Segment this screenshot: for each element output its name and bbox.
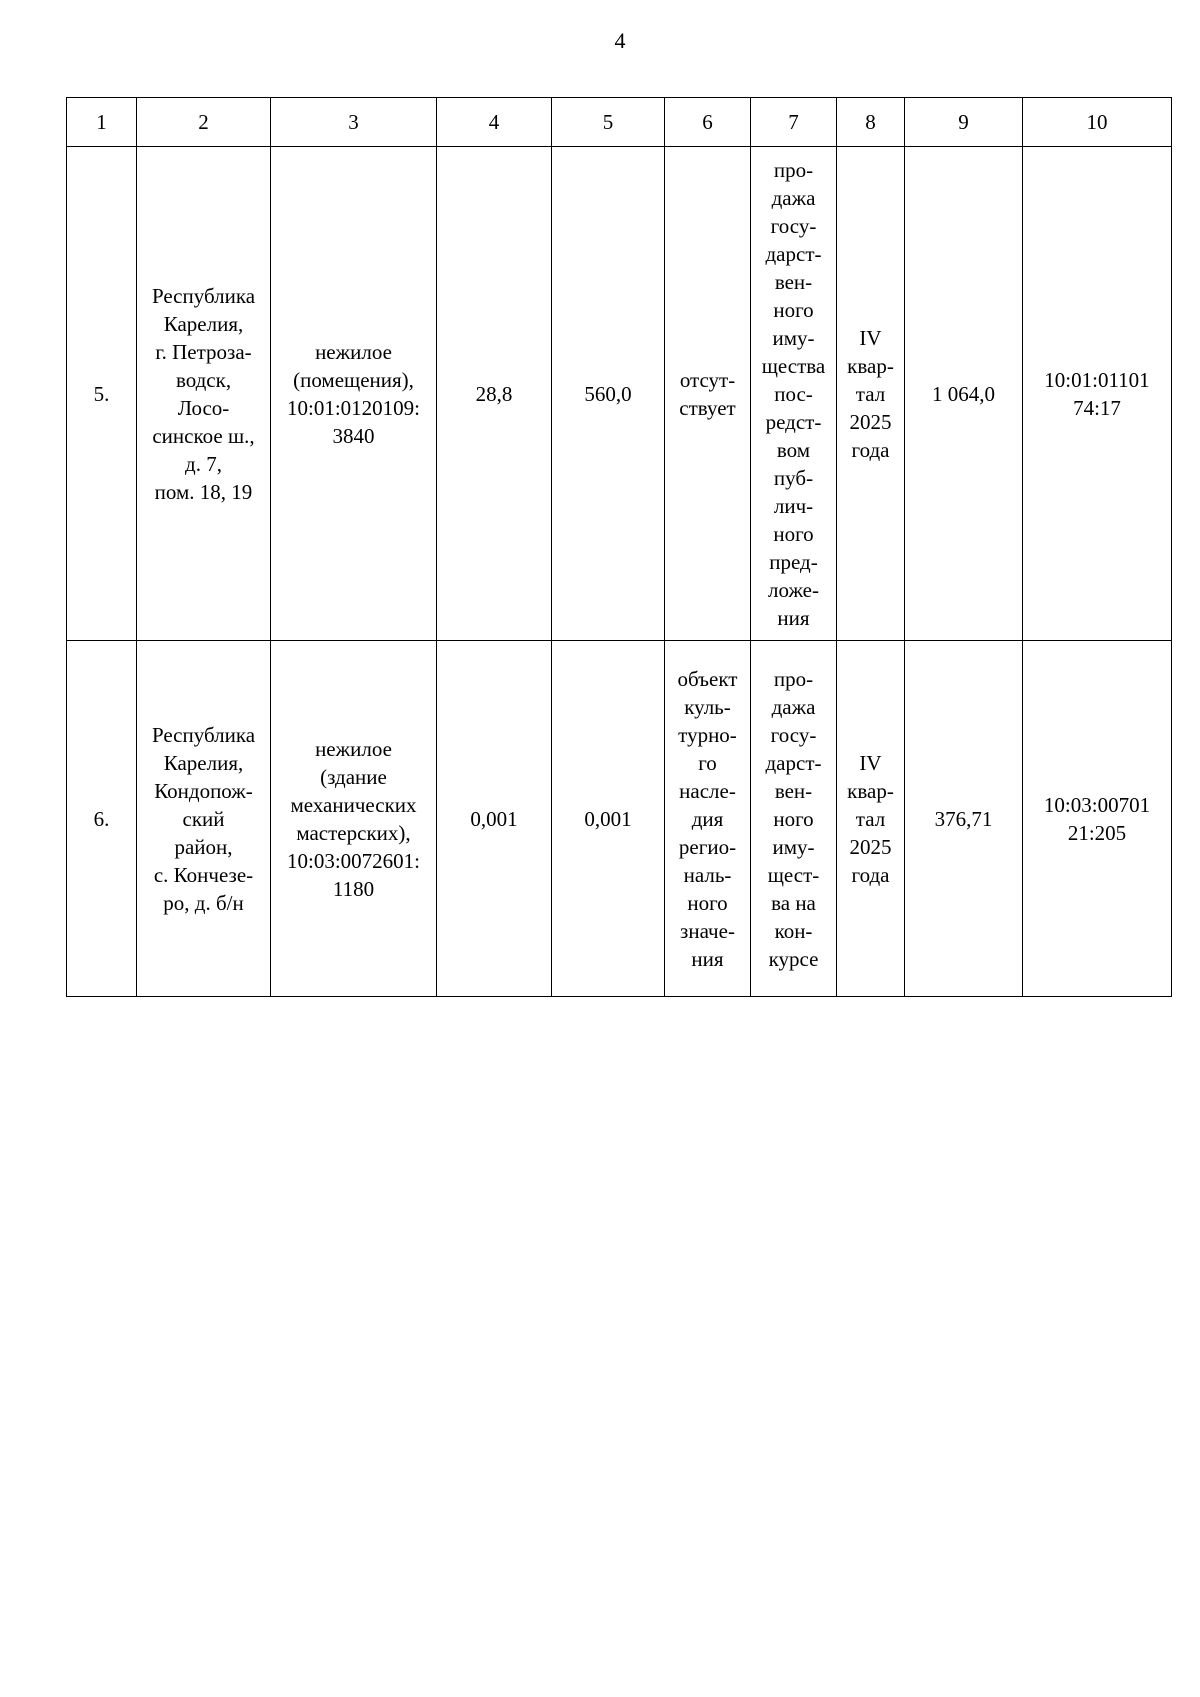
table-row xyxy=(67,641,1172,997)
header-cell-5: 5 xyxy=(552,98,665,147)
col-7-cell: про- дажа госу- дарст- вен- ного иму- щества пос- редст- вом пуб- лич- ного пред- ложе- ния xyxy=(751,147,837,641)
col-5-cell: 0,001 xyxy=(552,641,665,997)
header-cell-3: 3 xyxy=(271,98,437,147)
header-cell-9: 9 xyxy=(905,98,1023,147)
header-cell-1: 1 xyxy=(67,98,137,147)
header-cell-10: 10 xyxy=(1023,98,1172,147)
row-number-cell: 5. xyxy=(67,147,137,641)
page-number: 4 xyxy=(614,28,626,53)
col-9-cell: 1 064,0 xyxy=(905,147,1023,641)
object-cell: нежилое (здание механических мастерских), 10:03:0072601: 1180 xyxy=(271,641,437,997)
header-cell-2: 2 xyxy=(137,98,271,147)
table-header-row xyxy=(67,98,1172,147)
col-6-cell: объект куль- турно- го насле- дия регио- наль- ного значе- ния xyxy=(665,641,751,997)
header-cell-4: 4 xyxy=(437,98,552,147)
col-6-cell: отсут- ствует xyxy=(665,147,751,641)
address-cell: Республика Карелия, Кондопож- ский район, с. Кончезе- ро, д. б/н xyxy=(137,641,271,997)
col-8-cell: IV квар- тал 2025 года xyxy=(837,147,905,641)
table-row xyxy=(67,147,1172,641)
object-cell: нежилое (помещения), 10:01:0120109: 3840 xyxy=(271,147,437,641)
header-cell-8: 8 xyxy=(837,98,905,147)
col-8-cell: IV квар- тал 2025 года xyxy=(837,641,905,997)
col-5-cell: 560,0 xyxy=(552,147,665,641)
property-table xyxy=(66,97,1172,997)
col-4-cell: 0,001 xyxy=(437,641,552,997)
col-10-cell: 10:03:00701 21:205 xyxy=(1023,641,1172,997)
col-7-cell: про- дажа госу- дарст- вен- ного иму- щест- ва на кон- курсе xyxy=(751,641,837,997)
header-cell-7: 7 xyxy=(751,98,837,147)
address-cell: Республика Карелия, г. Петроза- водск, Лосо- синское ш., д. 7, пом. 18, 19 xyxy=(137,147,271,641)
col-4-cell: 28,8 xyxy=(437,147,552,641)
col-9-cell: 376,71 xyxy=(905,641,1023,997)
row-number-cell: 6. xyxy=(67,641,137,997)
header-cell-6: 6 xyxy=(665,98,751,147)
col-10-cell: 10:01:01101 74:17 xyxy=(1023,147,1172,641)
